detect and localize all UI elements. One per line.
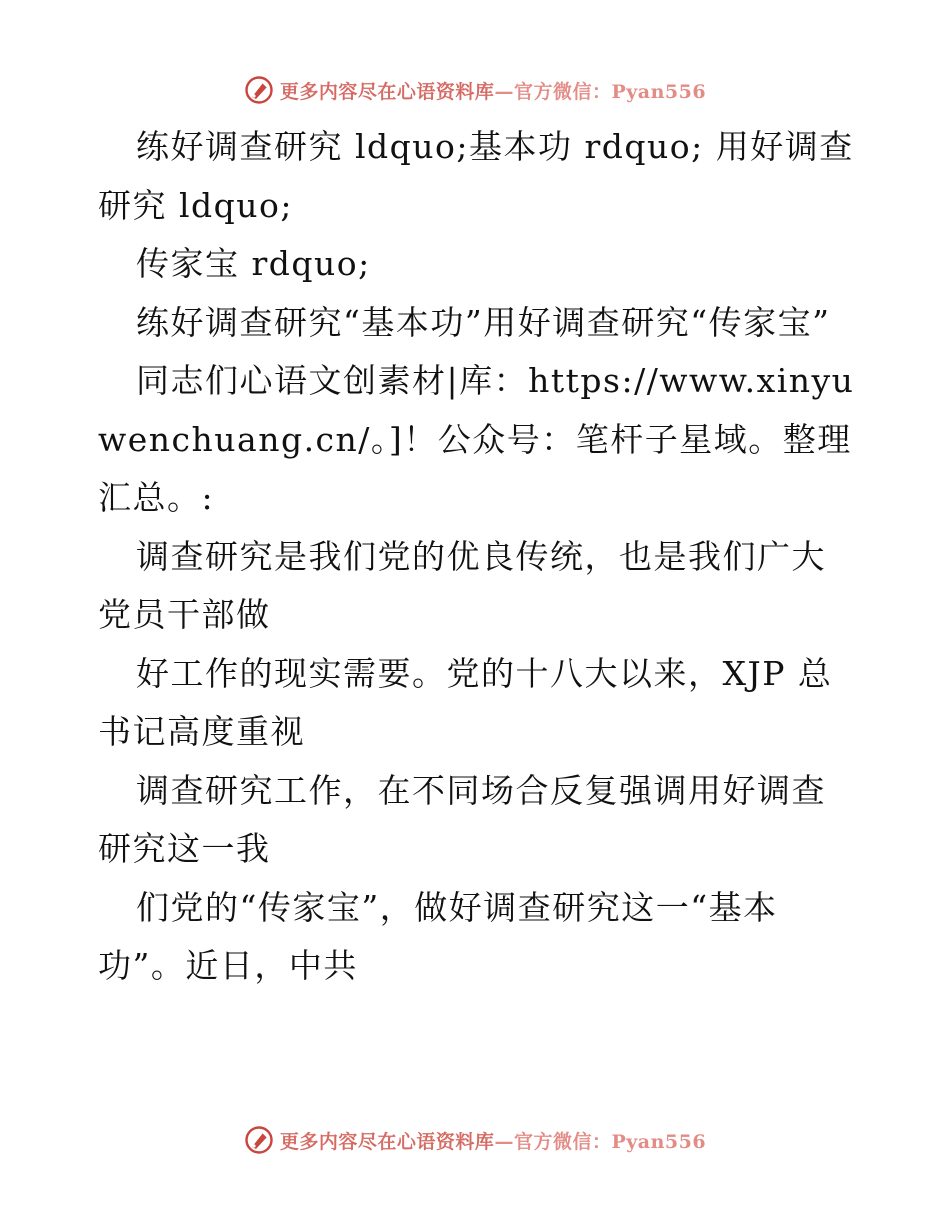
paragraph: 练好调查研究“基本功”用好调查研究“传家宝” — [136, 302, 831, 342]
paragraph: 好工作的现实需要。党的十八大以来，XJP 总书记高度重视 — [98, 653, 833, 751]
body-text — [98, 118, 858, 996]
header-banner — [244, 75, 706, 105]
header-site: 更多内容尽在心语资料库 — [279, 80, 495, 103]
header-dash: — — [494, 80, 514, 103]
footer-text — [280, 1127, 706, 1154]
pen-nib-seal-icon — [244, 1125, 274, 1155]
paragraph: 练好调查研究 ldquo;基本功 rdquo; 用好调查研究 ldquo; — [98, 127, 854, 225]
header-wechat: 官方微信：Pyan556 — [513, 80, 707, 103]
header-text — [280, 77, 706, 104]
pen-nib-seal-icon — [244, 75, 274, 105]
page-footer — [0, 1120, 950, 1160]
paragraph: 调查研究工作，在不同场合反复强调用好调查研究这一我 — [98, 770, 826, 868]
footer-banner — [244, 1125, 706, 1155]
footer-dash: — — [494, 1130, 514, 1153]
page-header — [0, 70, 950, 110]
paragraph: 传家宝 rdquo; — [136, 244, 371, 283]
paragraph: 们党的“传家宝”，做好调查研究这一“基本功”。近日，中共 — [98, 887, 778, 985]
footer-site: 更多内容尽在心语资料库 — [279, 1130, 495, 1153]
footer-wechat: 官方微信：Pyan556 — [513, 1130, 707, 1153]
paragraph: 同志们心语文创素材|库：https://www.xinyuwenchuang.cn/。]！公众号：笔杆子星域。整理汇总。: — [98, 361, 855, 517]
paragraph: 调查研究是我们党的优良传统，也是我们广大党员干部做 — [98, 536, 826, 634]
